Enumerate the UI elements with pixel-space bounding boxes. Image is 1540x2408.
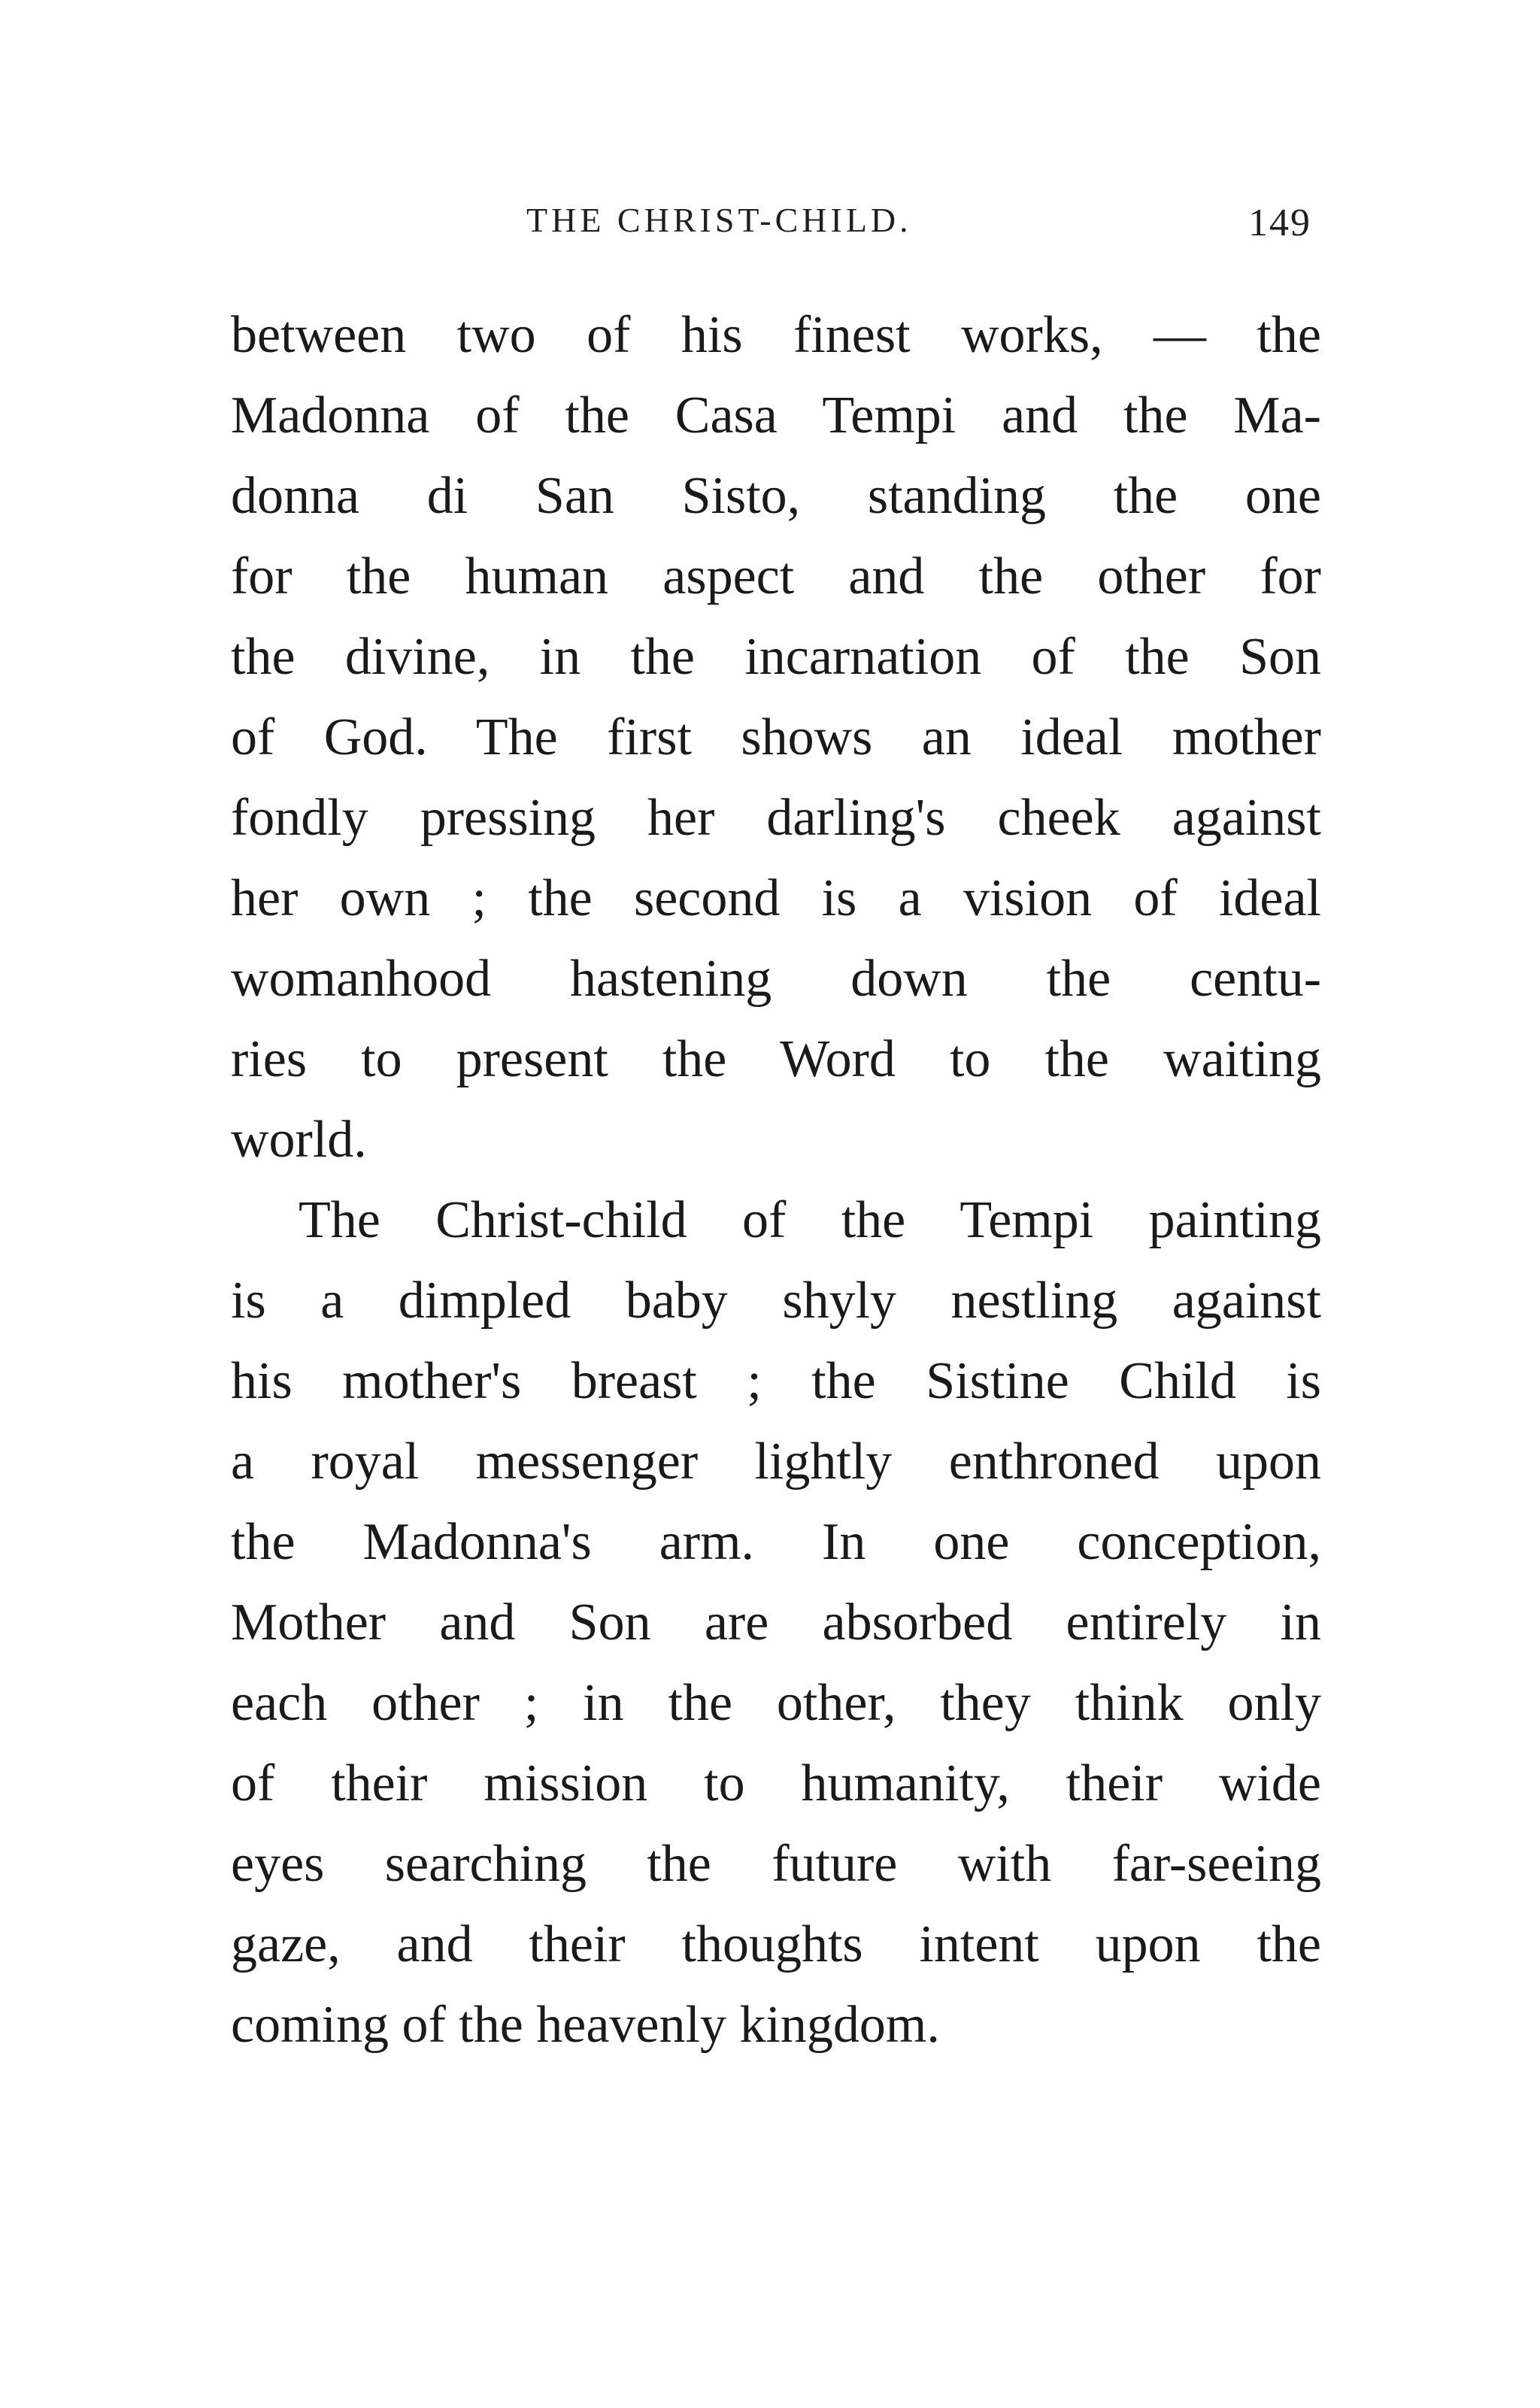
text-line: Mother and Son are absorbed entirely in bbox=[231, 1594, 1321, 1651]
text-line: donna di San Sisto, standing the one bbox=[231, 467, 1321, 525]
paragraph-1 bbox=[231, 295, 1321, 1180]
text-line: of God. The first shows an ideal mother bbox=[231, 708, 1321, 766]
text-line: for the human aspect and the other for bbox=[231, 547, 1321, 605]
text-line: her own ; the second is a vision of ideal bbox=[231, 869, 1321, 927]
text-line: each other ; in the other, they think only bbox=[231, 1674, 1321, 1732]
text-line: the divine, in the incarnation of the Son bbox=[231, 628, 1321, 686]
text-line: coming of the heavenly kingdom. bbox=[231, 1996, 940, 2054]
text-line: Madonna of the Casa Tempi and the Ma- bbox=[231, 387, 1321, 444]
text-line: is a dimpled baby shyly nestling against bbox=[231, 1272, 1321, 1330]
text-line: a royal messenger lightly enthroned upon bbox=[231, 1433, 1321, 1491]
text-line: his mother's breast ; the Sistine Child is bbox=[231, 1352, 1321, 1410]
text-line: the Madonna's arm. In one conception, bbox=[231, 1513, 1321, 1571]
text-line: gaze, and their thoughts intent upon the bbox=[231, 1915, 1321, 1973]
text-line: world. bbox=[231, 1111, 367, 1169]
running-title: THE CHRIST-CHILD. bbox=[526, 201, 912, 239]
text-line: of their mission to humanity, their wide bbox=[231, 1754, 1321, 1812]
text-line: The Christ-child of the Tempi painting bbox=[299, 1191, 1321, 1249]
text-line: between two of his finest works, — the bbox=[231, 306, 1321, 364]
text-line: eyes searching the future with far-seeing bbox=[231, 1835, 1321, 1893]
paragraph-2 bbox=[231, 1180, 1321, 2065]
page-number: 149 bbox=[1248, 202, 1311, 244]
text-line: womanhood hastening down the centu- bbox=[231, 950, 1321, 1008]
running-head bbox=[0, 194, 1540, 247]
text-line: ries to present the Word to the waiting bbox=[231, 1030, 1321, 1088]
text-line: fondly pressing her darling's cheek against bbox=[231, 789, 1321, 847]
body-text bbox=[231, 295, 1321, 2065]
